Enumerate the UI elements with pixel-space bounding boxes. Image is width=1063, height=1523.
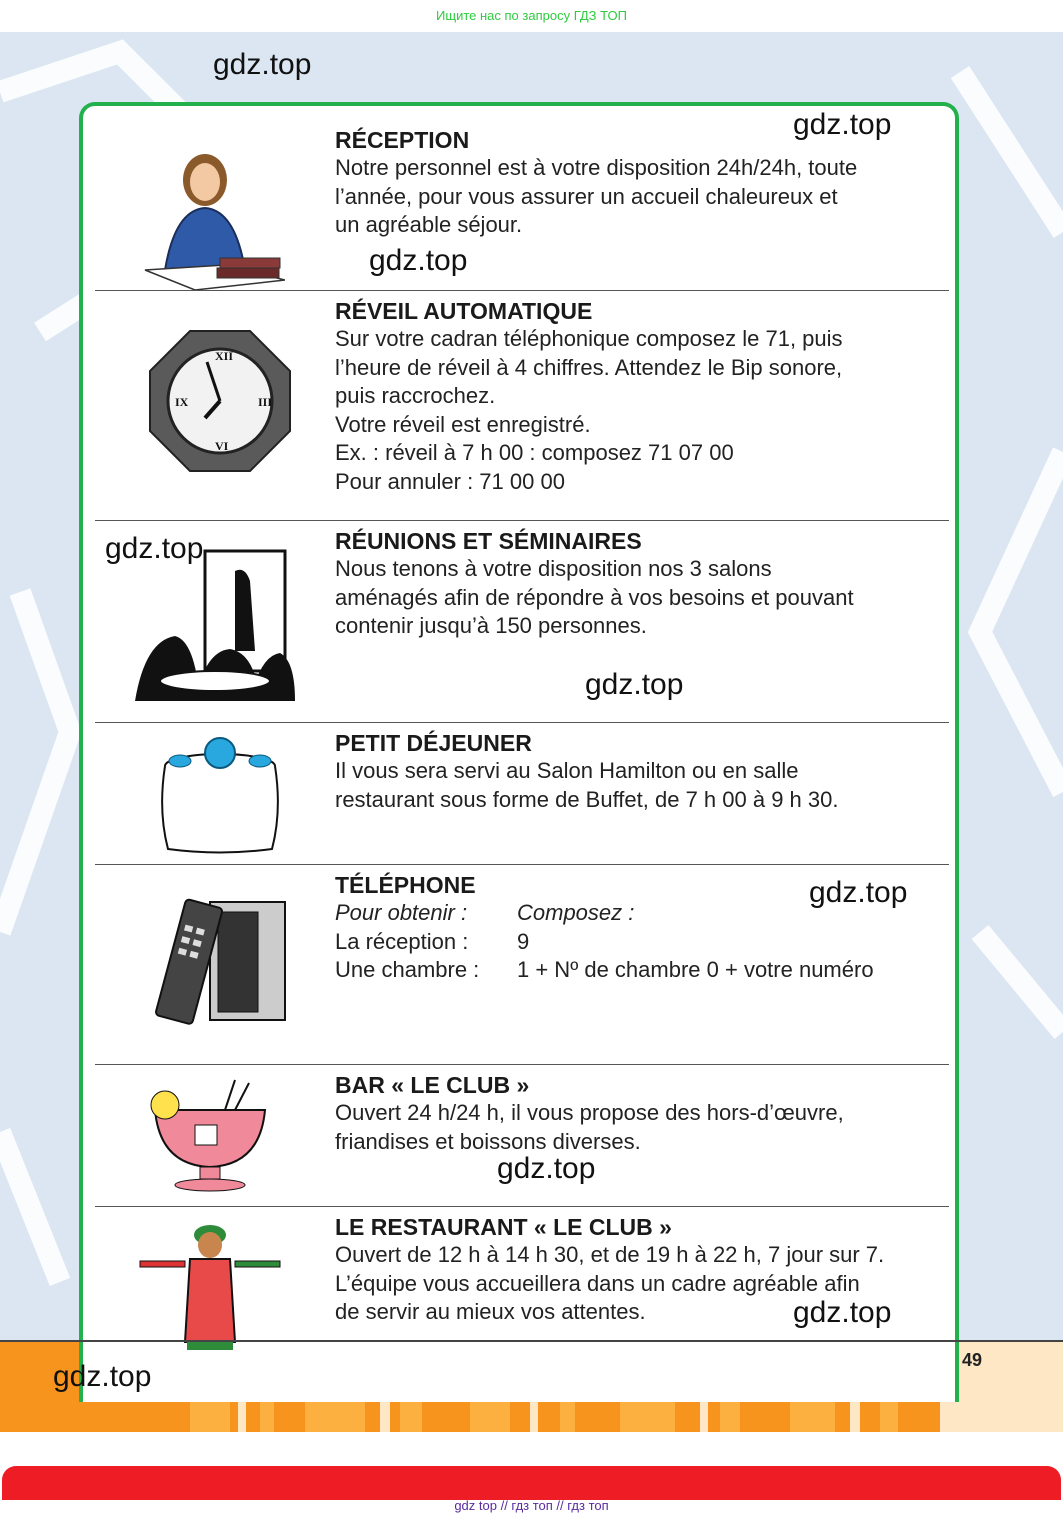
section-heading: LE RESTAURANT « LE CLUB »: [335, 1214, 672, 1240]
section-line: Nous tenons à votre disposition nos 3 salons: [335, 556, 772, 581]
section-line: aménagés afin de répondre à vos besoins et pouvant: [335, 584, 854, 610]
telephone-row-value: 1 + Nº de chambre 0 + votre numéro: [517, 957, 874, 983]
section-line: Pour annuler : 71 00 00: [335, 468, 565, 494]
section-reveil: [95, 290, 949, 520]
section-line: l’année, pour vous assurer un accueil chaleureux et: [335, 183, 838, 209]
watermark: gdz.top: [369, 244, 468, 277]
section-line: Sur votre cadran téléphonique composez le 71, puis: [335, 326, 843, 351]
svg-text:XII: XII: [215, 349, 234, 363]
telephone-row-label: La réception :: [335, 928, 469, 954]
hotel-services-card: [79, 102, 959, 1402]
top-banner: Ищите нас по запросу ГДЗ ТОП: [436, 8, 627, 23]
section-heading: BAR « LE CLUB »: [335, 1072, 530, 1098]
watermark: gdz.top: [497, 1152, 596, 1185]
section-line: un agréable séjour.: [335, 212, 523, 238]
watermark: gdz.top: [809, 876, 908, 909]
section-line: Ouvert de 12 h à 14 h 30, et de 19 h à 22 h, 7 jour sur 7.: [335, 1242, 885, 1267]
telephone-row: [335, 956, 935, 985]
svg-text:IX: IX: [175, 395, 189, 409]
section-line: puis raccrochez.: [335, 383, 496, 409]
section-line: Notre personnel est à votre disposition 24h/24h, toute: [335, 155, 858, 180]
section-petit-dejeuner: [95, 722, 949, 864]
section-line: L’équipe vous accueillera dans un cadre agréable afin: [335, 1270, 860, 1296]
receptionist-illustration: [135, 140, 285, 290]
telephone-row-value: 9: [517, 928, 530, 954]
waitress-illustration: [135, 1217, 285, 1352]
watermark: gdz.top: [213, 48, 312, 81]
cocktail-illustration: [145, 1075, 275, 1195]
telephone-row-label: Une chambre :: [335, 957, 480, 983]
section-heading: TÉLÉPHONE: [335, 872, 476, 898]
svg-text:VI: VI: [215, 439, 229, 453]
telephone-row-label: Pour obtenir :: [335, 900, 468, 925]
clock-illustration: [145, 326, 295, 476]
watermark: gdz.top: [585, 668, 684, 701]
textbook-page: [0, 32, 1063, 1432]
section-line: contenir jusqu’à 150 personnes.: [335, 613, 647, 639]
telephone-illustration: [150, 887, 300, 1032]
section-line: Ouvert 24 h/24 h, il vous propose des hors-d’œuvre,: [335, 1100, 844, 1125]
section-line: restaurant sous forme de Buffet, de 7 h 00 à 9 h 30.: [335, 786, 839, 812]
watermark: gdz.top: [53, 1360, 152, 1393]
bottom-divider: [0, 1340, 1063, 1432]
svg-text:III: III: [258, 395, 273, 409]
telephone-row-value: Composez :: [517, 900, 635, 925]
telephone-row: [335, 928, 935, 957]
page-number: 49: [962, 1350, 983, 1370]
watermark: gdz.top: [793, 1296, 892, 1329]
red-bar: [2, 1466, 1061, 1500]
section-heading: RÉUNIONS ET SÉMINAIRES: [335, 528, 642, 554]
watermark: gdz.top: [105, 532, 204, 565]
section-heading: PETIT DÉJEUNER: [335, 730, 532, 756]
section-line: Il vous sera servi au Salon Hamilton ou en salle: [335, 758, 799, 783]
section-heading: RÉCEPTION: [335, 127, 470, 153]
section-reception: [95, 120, 949, 290]
section-reunions: [95, 520, 949, 722]
watermark: gdz.top: [793, 108, 892, 141]
section-line: l’heure de réveil à 4 chiffres. Attendez le Bip sonore,: [335, 354, 843, 380]
section-line: Ex. : réveil à 7 h 00 : composez 71 07 00: [335, 440, 734, 466]
section-line: Votre réveil est enregistré.: [335, 411, 591, 437]
section-heading: RÉVEIL AUTOMATIQUE: [335, 298, 593, 324]
footer-links[interactable]: gdz top // гдз топ // гдз топ: [454, 1498, 609, 1513]
breakfast-table-illustration: [150, 731, 290, 856]
section-line: friandises et boissons diverses.: [335, 1128, 641, 1154]
section-line: de servir au mieux vos attentes.: [335, 1299, 646, 1325]
